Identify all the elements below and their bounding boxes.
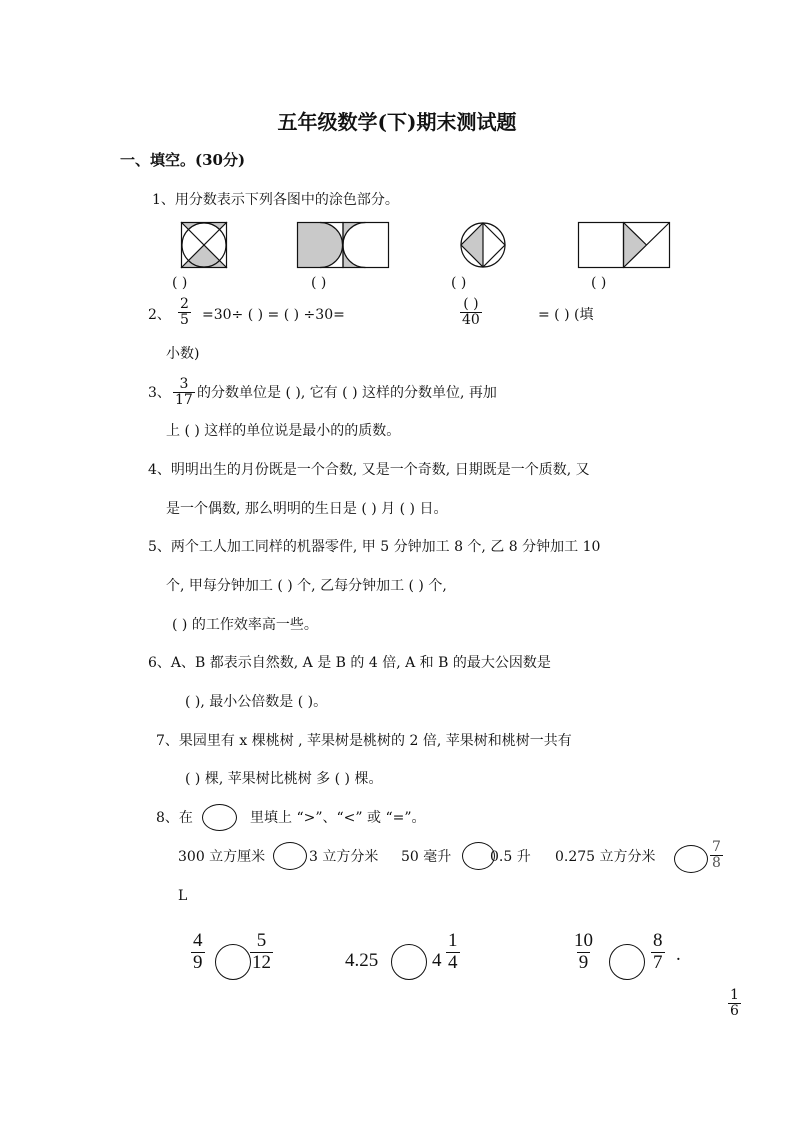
fraction-numerator: 3 [179,376,189,392]
figure-circle-diamond [460,222,506,268]
figure-two-squares-halfcircles [297,222,389,268]
fraction-numerator: ( ) [463,296,479,312]
question-2-line-2: 小数) [166,346,200,362]
question-2-text-end: = ( ) (填 [538,307,594,323]
question-3-line-2: 上 ( ) 这样的单位说是最小的的质数。 [166,423,401,439]
question-4-line-1: 4、明明出生的月份既是一个合数, 又是一个奇数, 日期既是一个质数, 又 [148,462,590,478]
question-2-fraction [178,297,191,329]
figure-two-squares-triangle [578,222,670,268]
page-current: 1 [730,987,739,1003]
fraction-numerator: 1 [448,930,458,951]
compare-3-fraction [710,840,723,872]
compare-4-left-fraction [191,931,205,974]
fraction-denominator: 12 [252,951,271,973]
answer-blank-4[interactable]: ( ) [591,275,607,291]
compare-2-left: 50 毫升 [401,849,452,865]
fraction-denominator: 4 [448,951,458,973]
question-4-line-2: 是一个偶数, 那么明明的生日是 ( ) 月 ( ) 日。 [166,501,448,517]
question-3-number: 3、 [148,385,171,401]
fraction-denominator: 40 [462,312,480,329]
fraction-numerator: 5 [256,930,267,951]
question-2-fraction-2 [460,297,482,329]
answer-blank-3[interactable]: ( ) [451,275,467,291]
question-5-line-3: ( ) 的工作效率高一些。 [172,617,318,633]
fraction-denominator: 9 [578,951,589,973]
page-total: 6 [730,1003,739,1020]
question-2-text: =30÷ ( ) = ( ) ÷30= [202,307,345,323]
question-7-line-1: 7、果园里有 x 棵桃树 , 苹果树是桃树的 2 倍, 苹果树和桃树一共有 [156,733,572,749]
fraction-numerator: 7 [712,839,721,855]
compare-5-whole: 4 [432,950,442,971]
fraction-denominator: 5 [180,312,189,329]
compare-2-right: 0.5 升 [490,849,531,865]
fraction-denominator: 7 [653,951,663,973]
fraction-numerator: 8 [653,930,663,951]
fraction-numerator: 2 [180,296,189,312]
compare-3-left: 0.275 立方分米 [555,849,656,865]
compare-4-right-fraction [250,931,273,974]
compare-circle-5[interactable] [391,944,427,980]
compare-5-left: 4.25 [345,950,379,971]
answer-blank-1[interactable]: ( ) [172,275,188,291]
compare-1-left: 300 立方厘米 [178,849,266,865]
answer-blank-2[interactable]: ( ) [311,275,327,291]
compare-6-dot: . [676,944,681,965]
fraction-denominator: 9 [193,951,203,973]
figure-square-circle [181,222,227,268]
question-5-line-1: 5、两个工人加工同样的机器零件, 甲 5 分钟加工 8 个, 乙 8 分钟加工 10 [148,539,601,555]
compare-circle-4[interactable] [215,944,251,980]
question-7-line-2: ( ) 棵, 苹果树比桃树 多 ( ) 棵。 [185,771,383,787]
fraction-numerator: 4 [193,930,203,951]
page-title: 五年级数学(下)期末测试题 [277,110,517,134]
fraction-numerator: 10 [574,930,593,951]
page-number [728,988,741,1020]
question-3-text: 的分数单位是 ( ), 它有 ( ) 这样的分数单位, 再加 [197,385,497,401]
question-8-text: 里填上 “>”、“<” 或 “=”。 [250,810,426,826]
compare-1-right: 3 立方分米 [309,849,379,865]
compare-circle-6[interactable] [609,944,645,980]
question-6-line-2: ( ), 最小公倍数是 ( )。 [185,694,328,710]
compare-circle-example [202,804,237,831]
question-2-number: 2、 [148,307,171,323]
compare-5-right-fraction [446,931,460,974]
fraction-denominator: 8 [712,855,721,872]
compare-6-right-fraction [651,931,665,974]
compare-6-left-fraction [572,931,595,974]
section-heading: 一、填空。(30分) [120,151,246,169]
question-3-fraction [173,377,195,409]
question-8-prefix: 8、在 [156,810,193,826]
question-6-line-1: 6、A、B 都表示自然数, A 是 B 的 4 倍, A 和 B 的最大公因数是 [148,655,551,671]
compare-circle-1[interactable] [273,842,307,870]
question-1: 1、用分数表示下列各图中的涂色部分。 [152,192,399,208]
compare-3-unit: L [178,888,188,904]
fraction-denominator: 17 [175,392,193,409]
question-5-line-2: 个, 甲每分钟加工 ( ) 个, 乙每分钟加工 ( ) 个, [166,578,447,594]
compare-circle-3[interactable] [674,845,708,873]
